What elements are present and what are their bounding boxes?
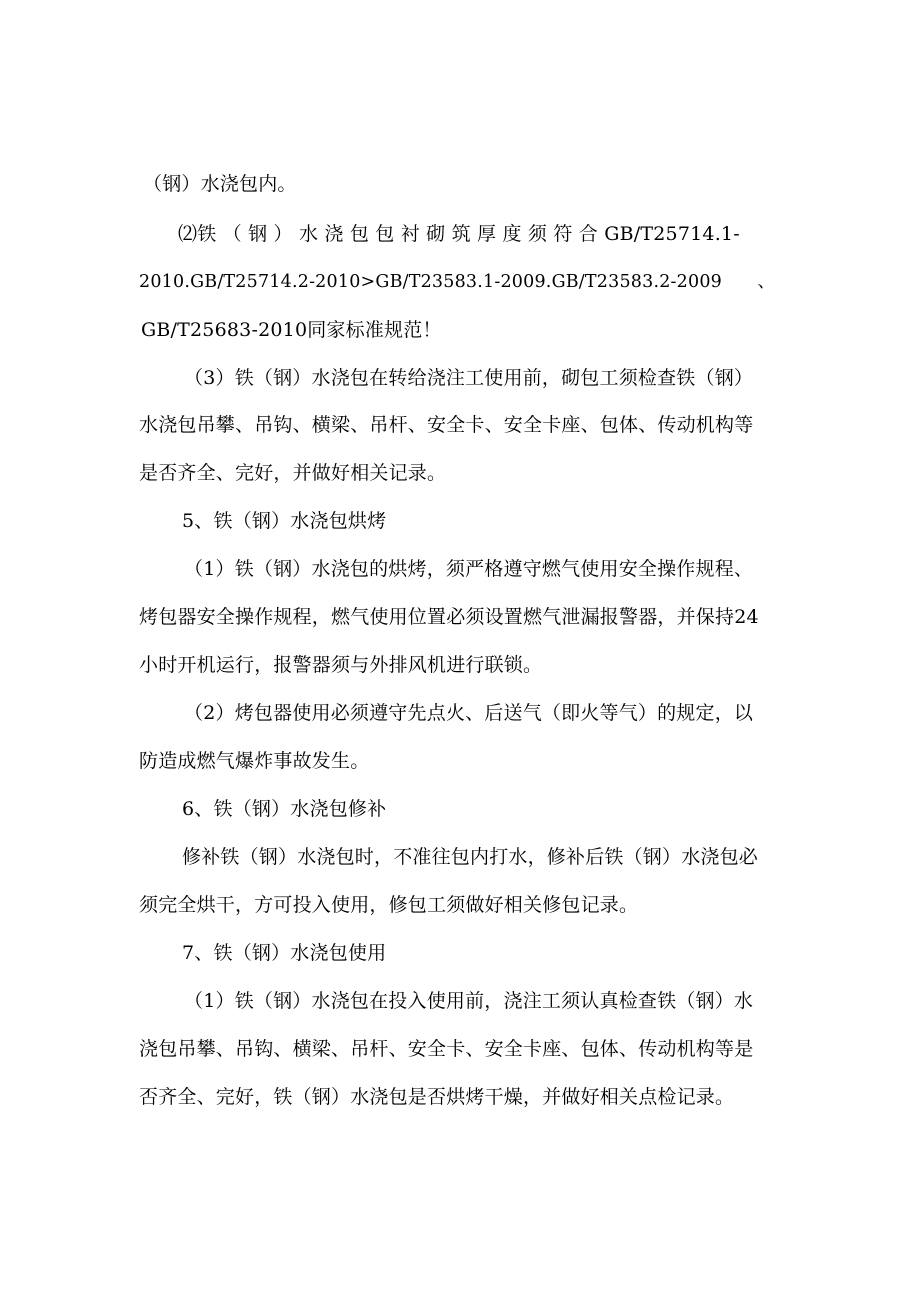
- text-line: GB/T25683-2010同家标准规范！: [141, 319, 442, 341]
- text-line: 烤包器安全操作规程，燃气使用位置必须设置燃气泄漏报警器，并保持24: [139, 606, 759, 628]
- text-line: 修补铁（钢）水浇包时，不准往包内打水，修补后铁（钢）水浇包必: [182, 846, 759, 868]
- text-line: 浇包吊攀、吊钩、横梁、吊杆、安全卡、安全卡座、包体、传动机构等是: [139, 1038, 754, 1060]
- text-line: 是否齐全、完好，并做好相关记录。: [139, 462, 447, 484]
- text-line: ⑵铁 （ 钢 ） 水 浇 包 包 衬 砌 筑 厚 度 须 符 合 GB/T25714.1-: [178, 223, 740, 245]
- text-line: 水浇包吊攀、吊钩、横梁、吊杆、安全卡、安全卡座、包体、传动机构等: [139, 414, 754, 436]
- section-heading: 6、铁（钢）水浇包修补: [182, 798, 387, 820]
- text-line: （2）烤包器使用必须遵守先点火、后送气（即火等气）的规定，以: [184, 702, 754, 724]
- text-line: （钢）水浇包内。: [143, 173, 297, 195]
- text-line: 小时开机运行，报警器须与外排风机进行联锁。: [139, 654, 543, 676]
- text-line: （1）铁（钢）水浇包在投入使用前，浇注工须认真检查铁（钢）水: [184, 990, 754, 1012]
- section-heading: 5、铁（钢）水浇包烘烤: [182, 510, 387, 532]
- text-line: 否齐全、完好，铁（钢）水浇包是否烘烤干燥，并做好相关点检记录。: [139, 1086, 735, 1108]
- text-line: （1）铁（钢）水浇包的烘烤，须严格遵守燃气使用安全操作规程、: [184, 558, 754, 580]
- text-line: 防造成燃气爆炸事故发生。: [139, 750, 370, 772]
- text-line: 须完全烘干，方可投入使用，修包工须做好相关修包记录。: [139, 894, 639, 916]
- text-line: 2010.GB/T25714.2-2010>GB/T23583.1-2009.GB/T23583.2-2009 、: [139, 272, 776, 292]
- section-heading: 7、铁（钢）水浇包使用: [182, 942, 387, 964]
- text-line: （3）铁（钢）水浇包在转给浇注工使用前，砌包工须检查铁（钢）: [184, 367, 754, 389]
